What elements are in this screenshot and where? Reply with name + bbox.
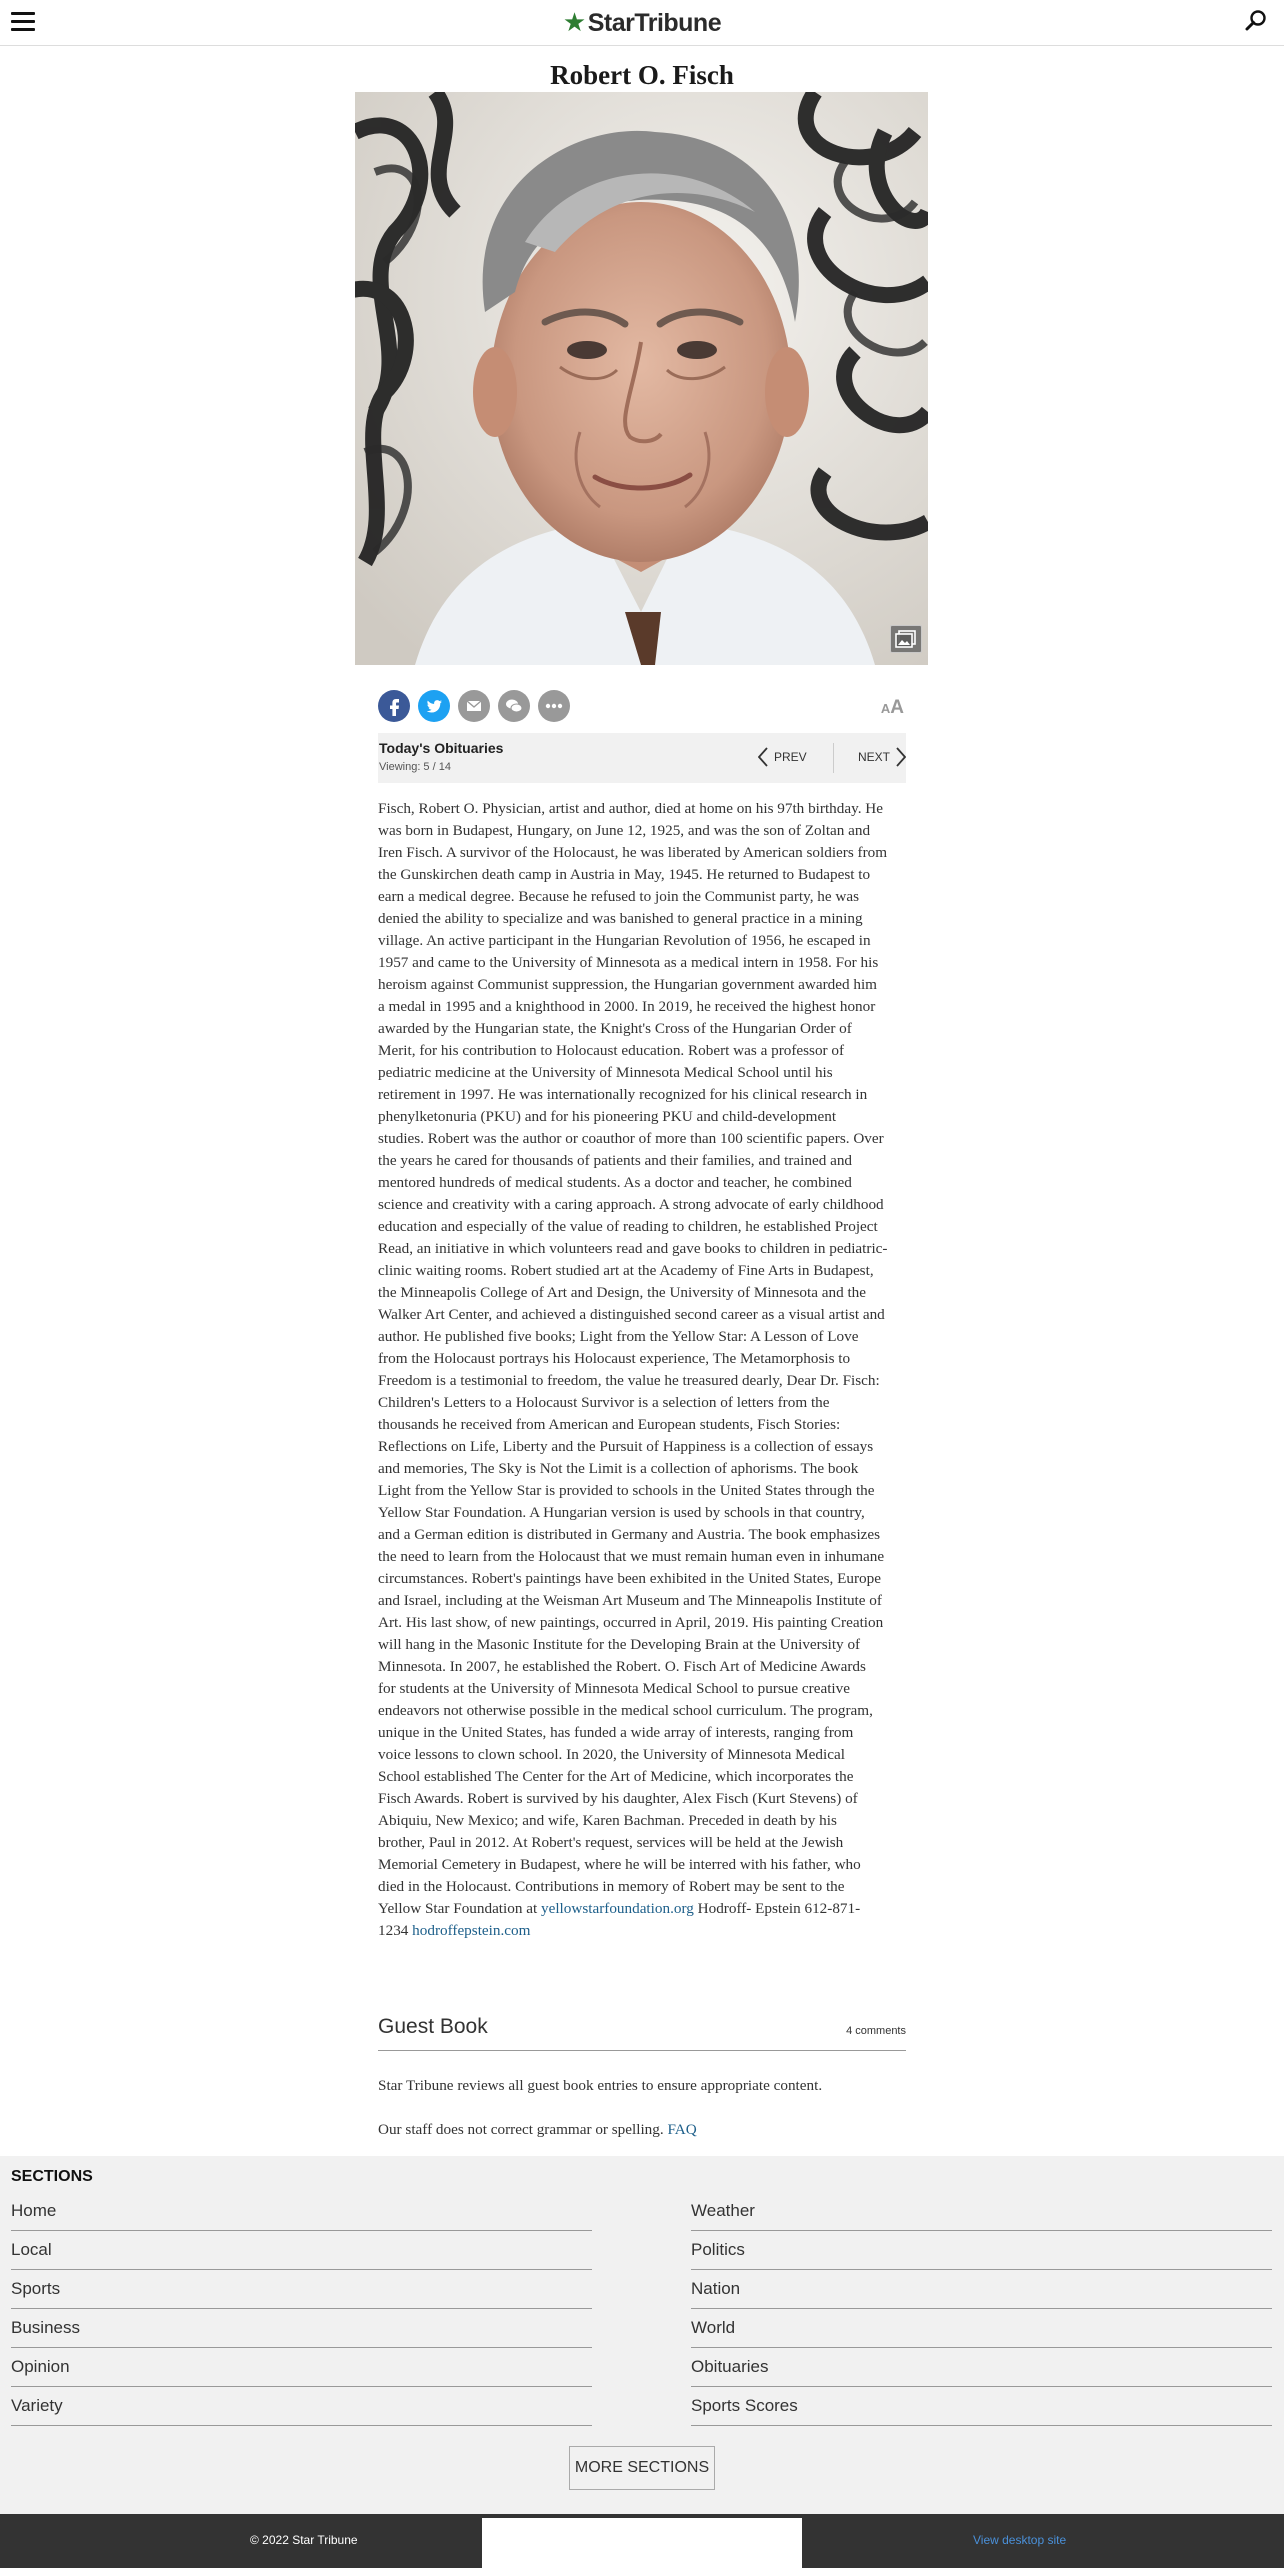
obituary-line: phenylketonuria (PKU) and for his pioneering PKU and child-development — [378, 1108, 837, 1125]
obituary-line: Fisch, Robert O. Physician, artist and author, died at home on his 97th birthday. He — [378, 800, 883, 817]
sections-menu — [0, 2156, 1284, 2514]
obituary-line: Light from the Yellow Star is provided to schools in the United States through the — [378, 1482, 875, 1499]
obituary-line: village. An active participant in the Hungarian Revolution of 1956, he escaped in — [378, 932, 871, 949]
obituary-line: the Gunskirchen death camp in Austria in May, 1945. He returned to Budapest to — [378, 866, 871, 883]
next-button[interactable] — [852, 747, 906, 771]
obituary-line: died in the Holocaust. Contributions in memory of Robert may be sent to the — [378, 1878, 845, 1895]
obituary-line: and Israel, including at the Weisman Art Museum and The Minneapolis Institute of — [378, 1592, 882, 1609]
site-header — [0, 0, 1284, 46]
obituary-line: and memories, The Sky is Not the Limit is a collection of aphorisms. The book — [378, 1460, 859, 1477]
nav-title: Today's Obituaries — [379, 740, 504, 756]
obituary-line: unique in the United States, has funded a wide array of interests, ranging from — [378, 1724, 854, 1741]
view-desktop-link[interactable]: View desktop site — [973, 2533, 1067, 2547]
obituary-line: Merit, for his contribution to Holocaust education. Robert was a professor of — [378, 1042, 845, 1059]
obituary-line: science and creativity with a caring approach. A strong advocate of early childhood — [378, 1196, 884, 1213]
page-title: Robert O. Fisch — [550, 60, 734, 90]
section-link-obituaries[interactable]: Obituaries — [691, 2348, 1272, 2387]
section-link-home[interactable]: Home — [11, 2192, 592, 2231]
obituary-line: voice lessons to clown school. In 2020, the University of Minnesota Medical — [378, 1746, 845, 1763]
obituary-line: retirement in 1997. He was internationally recognized for his clinical research in — [378, 1086, 868, 1103]
facebook-icon[interactable] — [378, 690, 410, 722]
prev-label: PREV — [774, 750, 807, 764]
obituary-line: a medal in 1995 and a knighthood in 2000. In 2019, he received the highest honor — [378, 998, 876, 1015]
obituary-line: the Minneapolis College of Art and Design, the University of Minnesota and the — [378, 1284, 867, 1301]
obituary-line: clinic waiting rooms. Robert studied art at the Academy of Fine Arts in Budapest, — [378, 1262, 874, 1279]
obituary-line: endeavors not otherwise possible in the medical school curriculum. The program, — [378, 1702, 873, 1719]
section-link-world[interactable]: World — [691, 2309, 1272, 2348]
chevron-left-icon — [758, 747, 768, 767]
obituary-line: thousands he received from American and European students, Fisch Stories: — [378, 1416, 841, 1433]
site-footer — [0, 2514, 1284, 2568]
obituary-line: Walker Art Center, and achieved a distinguished second career as a visual artist and — [378, 1306, 885, 1323]
obituary-line: circumstances. Robert's paintings have been exhibited in the United States, Europe — [378, 1570, 881, 1587]
obituary-line: for students at the University of Minnesota Medical School to pursue creative — [378, 1680, 850, 1697]
section-link-nation[interactable]: Nation — [691, 2270, 1272, 2309]
text-fragment: Hodroff- Epstein 612-871- — [693, 1900, 861, 1917]
more-icon[interactable] — [538, 690, 570, 722]
obituary-line: heroism against Communist suppression, the Hungarian government awarded him — [378, 976, 877, 993]
copyright-text: © 2022 Star Tribune — [250, 2533, 358, 2547]
obituary-line: brother, Paul in 2012. At Robert's request, services will be held at the Jewish — [378, 1834, 844, 1851]
comment-icon[interactable] — [498, 690, 530, 722]
obituary-line: pediatric medicine at the University of Minnesota Medical School until his — [378, 1064, 833, 1081]
obituary-line: Reflections on Life, Liberty and the Pursuit of Happiness is a collection of essays — [378, 1438, 874, 1455]
obituary-line: was born in Budapest, Hungary, on June 12, 1925, and was the son of Zoltan and — [378, 822, 871, 839]
obituary-line: Freedom is a testimonial to freedom, the value he treasured dearly, Dear Dr. Fisch: — [378, 1372, 880, 1389]
obituary-line — [378, 1920, 906, 1942]
obituary-line: School established The Center for the Art of Medicine, which incorporates the — [378, 1768, 854, 1785]
obituary-line: Memorial Cemetery in Budapest, where he will be interred with his father, who — [378, 1856, 861, 1873]
yellowstar-foundation-link[interactable]: yellowstarfoundation.org — [541, 1900, 694, 1917]
text-fragment: Our staff does not correct grammar or spelling. — [378, 2121, 668, 2138]
faq-link[interactable]: FAQ — [667, 2121, 697, 2138]
obituary-line: education and especially of the value of reading to children, he established Project — [378, 1218, 878, 1235]
next-label: NEXT — [858, 750, 891, 764]
obituary-body-lines — [378, 798, 906, 1898]
obituary-text — [378, 798, 906, 1942]
share-bar — [378, 690, 906, 724]
obituary-line: Read, an initiative in which volunteers read and gave books to children in pediatric- — [378, 1240, 888, 1257]
nav-divider — [833, 743, 834, 773]
guestbook-grammar-note — [378, 2121, 697, 2139]
obituary-line — [378, 1898, 906, 1920]
obituary-line: the years he cared for thousands of patients and their families, and trained and — [378, 1152, 853, 1169]
obituary-line: mentored hundreds of medical students. As a doctor and teacher, he combined — [378, 1174, 852, 1191]
obituary-line: Iren Fisch. A survivor of the Holocaust, he was liberated by American soldiers from — [378, 844, 888, 861]
comment-count[interactable]: 4 comments — [846, 2025, 906, 2037]
site-logo[interactable] — [0, 7, 1284, 38]
more-sections-button[interactable]: MORE SECTIONS — [569, 2446, 715, 2490]
viewing-count: Viewing: 5 / 14 — [379, 761, 451, 773]
obituary-line: Yellow Star Foundation. A Hungarian version is used by schools in that country, — [378, 1504, 865, 1521]
text-fragment: 1234 — [378, 1922, 413, 1939]
section-link-variety[interactable]: Variety — [11, 2387, 592, 2426]
logo-star-icon: ★ — [562, 7, 586, 37]
obituary-photo[interactable] — [355, 92, 928, 665]
obituary-line: Abiquiu, New Mexico; and wife, Karen Bachman. Preceded in death by his — [378, 1812, 837, 1829]
twitter-icon[interactable] — [418, 690, 450, 722]
gallery-icon[interactable] — [890, 625, 922, 653]
obituary-line: Children's Letters to a Holocaust Survivor is a selection of letters from the — [378, 1394, 830, 1411]
guestbook-review-note: Star Tribune reviews all guest book entries to ensure appropriate content. — [378, 2077, 823, 2094]
ad-slot — [482, 2518, 802, 2568]
obituary-line: Fisch Awards. Robert is survived by his daughter, Alex Fisch (Kurt Stevens) of — [378, 1790, 858, 1807]
obituary-line: Art. His last show, of new paintings, occurred in April, 2019. His painting Creation — [378, 1614, 884, 1631]
obituary-line: denied the ability to specialize and was banished to general practice in a mining — [378, 910, 863, 927]
obituary-line: from the Holocaust portrays his Holocaust experience, The Metamorphosis to — [378, 1350, 851, 1367]
section-link-sports[interactable]: Sports — [11, 2270, 592, 2309]
guestbook-title: Guest Book — [378, 2015, 488, 2038]
obituary-navigation — [378, 733, 906, 783]
obituary-line: the need to learn from the Holocaust that we must remain human even in inhumane — [378, 1548, 885, 1565]
sections-title: SECTIONS — [11, 2168, 93, 2185]
prev-button[interactable] — [758, 747, 813, 771]
chevron-right-icon — [896, 747, 906, 767]
guestbook-header — [378, 2015, 906, 2051]
section-link-weather[interactable]: Weather — [691, 2192, 1272, 2231]
obituary-line: author. He published five books; Light from the Yellow Star: A Lesson of Love — [378, 1328, 859, 1345]
text-fragment: Yellow Star Foundation at — [378, 1900, 541, 1917]
obituary-line: 1957 and came to the University of Minnesota as a medical intern in 1958. For his — [378, 954, 879, 971]
obituary-line: and a German edition is distributed in Germany and Austria. The book emphasizes — [378, 1526, 881, 1543]
section-link-business[interactable]: Business — [11, 2309, 592, 2348]
obituary-line: awarded by the Hungarian state, the Knight's Cross of the Hungarian Order of — [378, 1020, 852, 1037]
obituary-line: Minnesota. In 2007, he established the Robert. O. Fisch Art of Medicine Awards — [378, 1658, 866, 1675]
text-size-icon[interactable]: AA — [880, 697, 904, 718]
obituary-line: studies. Robert was the author or coauthor of more than 100 scientific papers. Over — [378, 1130, 884, 1147]
section-link-local[interactable]: Local — [11, 2231, 592, 2270]
search-icon[interactable] — [1244, 9, 1268, 33]
hodroff-epstein-link[interactable]: hodroffepstein.com — [412, 1922, 531, 1939]
obituary-line: will hang in the Masonic Institute for the Developing Brain at the University of — [378, 1636, 861, 1653]
section-link-politics[interactable]: Politics — [691, 2231, 1272, 2270]
section-link-sports-scores[interactable]: Sports Scores — [691, 2387, 1272, 2426]
email-icon[interactable] — [458, 690, 490, 722]
logo-text: StarTribune — [587, 9, 722, 37]
section-link-opinion[interactable]: Opinion — [11, 2348, 592, 2387]
obituary-line: earn a medical degree. Because he refused to join the Communist party, he was — [378, 888, 860, 905]
